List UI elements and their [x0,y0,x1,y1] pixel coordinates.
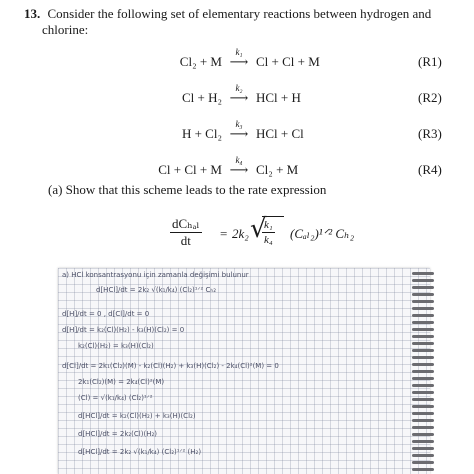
lhs-numerator: dCₕₐₗ [172,216,200,231]
arrow-icon: ⟶ [229,127,249,142]
reaction-r3 [0,119,474,146]
reaction-label: (R3) [418,126,442,141]
question-header [24,6,464,37]
arrow-icon: ⟶ [229,91,249,106]
spiral-coil [412,454,434,457]
spiral-coil [412,328,434,331]
lhs-fraction [170,216,202,249]
concentration-terms: (Cₐₗ₂)¹ᐟ² Cₕ₂ [290,226,355,241]
reaction-r2 [0,83,474,110]
spiral-coil [412,447,434,450]
spiral-coil [412,412,434,415]
part-a-prompt: (a) Show that this scheme leads to the rate expression [48,182,327,197]
reaction-label: (R1) [418,54,442,69]
spiral-binding [412,268,438,474]
handwritten-line: d[H]/dt = 0 , d[Cl]/dt = 0 [62,310,150,318]
spiral-coil [412,307,434,310]
handwritten-line: d[HCl]/dt = 2k₂(Cl)(H₂) [78,430,158,438]
arrow-icon: ⟶ [229,163,249,178]
arrow-icon: ⟶ [229,55,249,70]
handwritten-line: d[HCl]/dt = 2k₂ √(k₁/k₄) (Cl₂)¹ᐟ² Cₕ₂ [96,286,217,294]
spiral-coil [412,391,434,394]
spiral-coil [412,440,434,443]
spiral-coil [412,335,434,338]
spiral-coil [412,272,434,275]
question-text: Consider the following set of elementary reactions between hydrogen and [47,6,432,21]
reaction-products: HCl + H [256,90,301,105]
spiral-coil [412,405,434,408]
reaction-reactants: Cl + H₂ [181,90,222,105]
spiral-coil [412,286,434,289]
spiral-coil [412,342,434,345]
handwritten-line: d[HCl]/dt = 2k₂ √(k₁/k₄) (Cl₂)¹ᐟ² (H₂) [78,448,202,456]
reaction-products: Cl + Cl + M [256,54,320,69]
spiral-coil [412,370,434,373]
coefficient: 2k₂ [232,226,249,241]
sqrt-icon: √ [250,214,267,244]
rate-constant: k₃ [235,119,243,129]
spiral-coil [412,433,434,436]
handwritten-line: d[H]/dt = k₂(Cl)(H₂) - k₃(H)(Cl₂) = 0 [62,326,185,334]
spiral-coil [412,468,434,471]
spiral-coil [412,293,434,296]
question-number: 13. [24,6,41,21]
reaction-arrow [226,156,252,177]
spiral-coil [412,356,434,359]
question-text-continued: chlorine: [42,22,89,37]
spiral-coil [412,377,434,380]
sqrt-bar [262,216,284,217]
reaction-r1 [0,47,474,74]
spiral-coil [412,461,434,464]
handwritten-line: k₂(Cl)(H₂) = k₃(H)(Cl₂) [78,342,154,350]
spiral-coil [412,314,434,317]
reaction-r4 [0,155,474,182]
reaction-arrow [226,120,252,141]
spiral-coil [412,426,434,429]
handwritten-line: d[Cl]/dt = 2k₁(Cl₂)(M) - k₂(Cl)(H₂) + k₃(H)(Cl₂) - 2k₄(Cl)²(M) = 0 [62,362,279,370]
reaction-products: HCl + Cl [256,126,304,141]
lhs-denominator: dt [180,233,191,248]
reaction-products: Cl₂ + M [256,162,299,177]
equals-sign: = [220,226,228,241]
handwritten-line: (Cl) = √(k₁/k₄) (Cl₂)¹ᐟ² [78,394,153,402]
k-denominator: k₄ [264,234,273,246]
spiral-coil [412,279,434,282]
k-ratio [262,218,275,247]
spiral-coil [412,384,434,387]
spiral-coil [412,321,434,324]
spiral-coil [412,363,434,366]
rate-constant: k₂ [235,83,243,93]
handwritten-notebook-photo [58,268,430,474]
rate-constant: k₄ [235,155,243,165]
spiral-coil [412,419,434,422]
handwritten-line: d[HCl]/dt = k₂(Cl)(H₂) + k₃(H)(Cl₂) [78,412,196,420]
reaction-label: (R2) [418,90,442,105]
spiral-coil [412,398,434,401]
rate-constant: k₁ [235,47,243,57]
reaction-reactants: Cl + Cl + M [158,162,222,177]
spiral-coil [412,300,434,303]
reaction-arrow [226,84,252,105]
rate-expression [170,212,430,256]
handwritten-line: 2k₁(Cl₂)(M) = 2k₄(Cl)²(M) [78,378,165,386]
reaction-label: (R4) [418,162,442,177]
reaction-reactants: Cl₂ + M [179,54,222,69]
reaction-arrow [226,48,252,69]
reaction-reactants: H + Cl₂ [181,126,222,141]
k-numerator: k₁ [264,219,273,231]
spiral-coil [412,349,434,352]
handwritten-line: a) HCl konsantrasyonu için zamanla değişimi bulunur [62,271,249,279]
